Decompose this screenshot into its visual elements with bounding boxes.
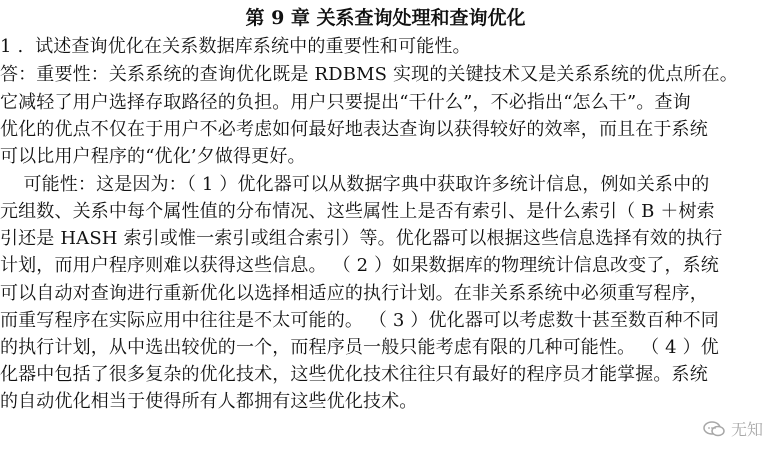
answer-line-3: 优化的优点不仅在于用户不必考虑如何最好地表达查询以获得较好的效率，而且在于系统: [0, 119, 708, 140]
answer-line-9: 可以自动对查询进行重新优化以选择相适应的执行计划。在非关系系统中必须重写程序，: [0, 283, 708, 304]
answer-line-5: 可能性：这是因为：（ 1 ）优化器可以从数据字典中获取许多统计信息，例如关系中的: [0, 174, 710, 195]
answer-line-7: 引还是 HASH 索引或惟一索引或组合索引）等。优化器可以根据这些信息选择有效的执行: [0, 228, 723, 249]
answer-line-11: 的执行计划，从中选出较优的一个，而程序员一般只能考虑有限的几种可能性。 （ 4 ）优: [0, 337, 719, 358]
answer-line-2: 它减轻了用户选择存取路径的负担。用户只要提出“干什么”，不必指出“怎么干”。查询: [0, 92, 691, 113]
watermark: [703, 417, 763, 440]
answer-line-6: 元组数、关系中每个属性值的分布情况、这些属性上是否有索引、是什么索引（ B ＋树索: [0, 201, 715, 222]
answer-line-1: 答：重要性：关系系统的查询优化既是 RDBMS 实现的关键技术又是关系系统的优点所在。: [0, 64, 738, 85]
answer-line-10: 而重写程序在实际应用中往往是不太可能的。 （ 3 ）优化器可以考虑数十甚至数百种不同: [0, 310, 719, 331]
answer-line-4: 可以比用户程序的“优化’夕做得更好。: [0, 146, 306, 167]
chapter-title: 第 9 章 关系查询处理和查询优化: [245, 7, 526, 29]
answer-line-8: 计划，而用户程序则难以获得这些信息。 （ 2 ）如果数据库的物理统计信息改变了，系统: [0, 255, 719, 276]
watermark-text: 无知: [730, 420, 763, 439]
answer-line-12: 化器中包括了很多复杂的优化技术，这些优化技术往往只有最好的程序员才能掌握。系统: [0, 364, 708, 385]
answer-line-13: 的自动优化相当于使得所有人都拥有这些优化技术。: [0, 391, 418, 412]
question-line-1: 1 . 试述查询优化在关系数据库系统中的重要性和可能性。: [0, 36, 471, 57]
chat-bubble-icon: [703, 421, 725, 437]
